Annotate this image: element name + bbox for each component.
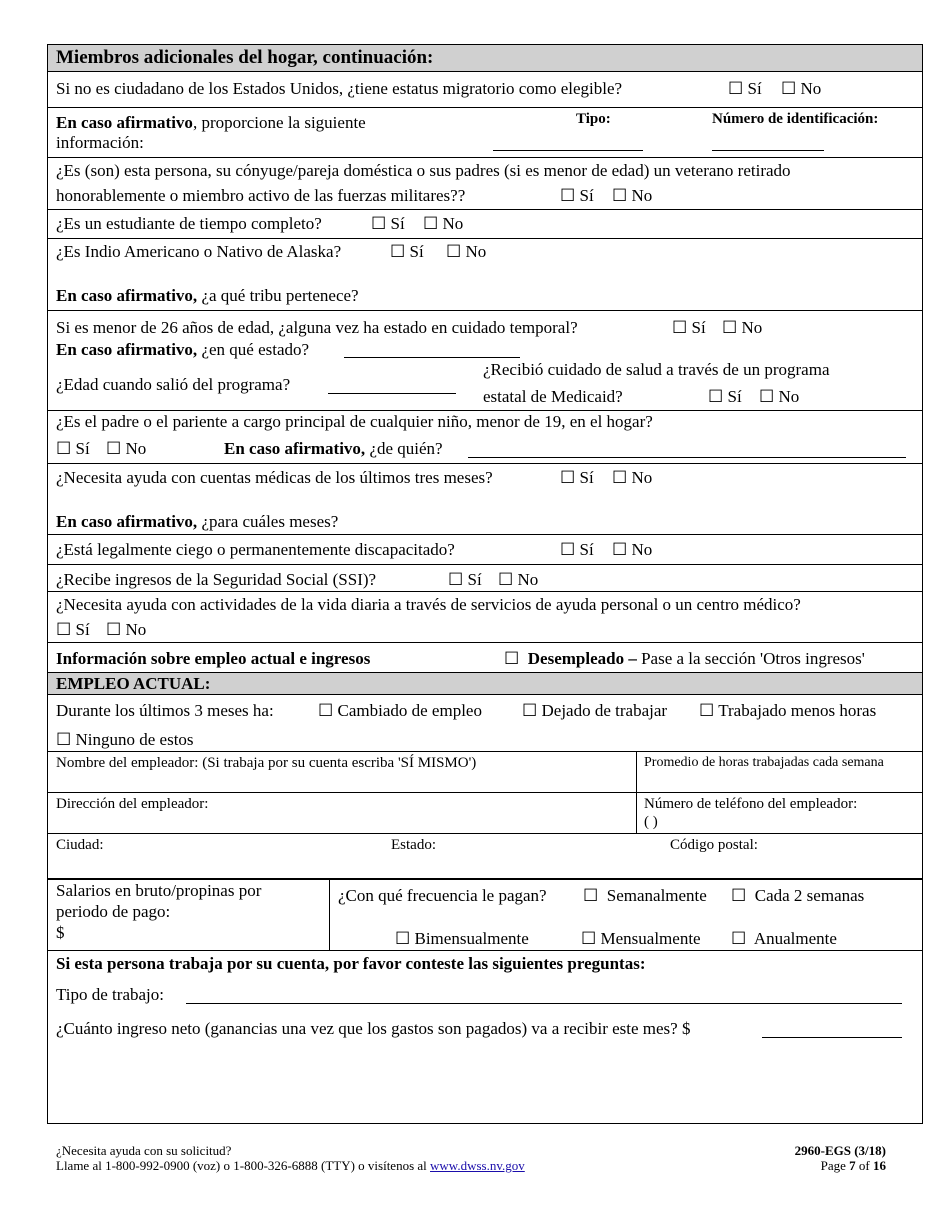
option-label: Trabajado menos horas — [718, 701, 877, 720]
yes-label: Sí — [579, 468, 594, 487]
zip-label: Código postal: — [670, 837, 758, 853]
checkbox[interactable]: ☐ — [395, 929, 411, 948]
checkbox[interactable]: ☐ — [731, 886, 747, 905]
no-label: No — [465, 242, 487, 261]
unemployed-text: Pase a la sección 'Otros ingresos' — [636, 649, 865, 668]
of-word: of — [858, 1158, 870, 1173]
checkbox[interactable]: ☐ — [612, 540, 628, 559]
checkbox[interactable]: ☐ — [522, 701, 538, 720]
employer-phone-label: Número de teléfono del empleador: — [644, 796, 858, 812]
foster-no-option[interactable] — [722, 317, 762, 339]
daily-living-yes-option[interactable] — [56, 619, 90, 641]
no-label: No — [800, 79, 822, 98]
semimonthly-option[interactable] — [395, 928, 529, 950]
native-yes-option[interactable] — [390, 241, 424, 263]
footer-call-text: Llame al 1-800-992-0900 (voz) o 1-800-326-6888 (TTY) o visítenos al — [56, 1158, 427, 1173]
veteran-row — [48, 158, 922, 210]
followup-bold: En caso afirmativo, — [224, 439, 366, 458]
self-employed-title: Si esta persona trabaja por su cuenta, por favor conteste las siguientes preguntas: — [56, 954, 646, 973]
household-form — [47, 44, 923, 1124]
blind-yes-option[interactable] — [560, 539, 594, 561]
no-label: No — [741, 318, 763, 337]
followup-bold: En caso afirmativo, — [56, 512, 198, 531]
phone-format: ( ) — [644, 814, 658, 830]
monthly-option[interactable] — [581, 928, 701, 950]
unemployed-option[interactable] — [504, 648, 865, 670]
foster-yes-option[interactable] — [672, 317, 706, 339]
section-header — [48, 45, 922, 72]
employer-name-label: Nombre del empleador: (Si trabaja por su cuenta escriba 'SÍ MISMO') — [56, 755, 477, 771]
foster-age-input[interactable] — [328, 377, 456, 394]
work-type-label: Tipo de trabajo: — [56, 985, 164, 1004]
medical-bills-yes-option[interactable] — [560, 467, 594, 489]
checkbox[interactable]: ☐ — [728, 79, 744, 98]
daily-living-no-option[interactable] — [106, 619, 146, 641]
followup-text: ¿para cuáles meses? — [197, 512, 339, 531]
checkbox[interactable]: ☐ — [699, 701, 715, 720]
option-label: Cambiado de empleo — [337, 701, 482, 720]
yes-label: Sí — [467, 570, 482, 589]
option-label: Mensualmente — [600, 929, 701, 948]
checkbox[interactable]: ☐ — [560, 186, 576, 205]
immigration-no-option[interactable] — [781, 78, 821, 100]
daily-living-question: ¿Necesita ayuda con actividades de la vida diaria a través de servicios de ayuda personal o un centro médico? — [56, 595, 801, 614]
page-total: 16 — [873, 1158, 886, 1173]
frequency-question: ¿Con qué frecuencia le pagan? — [338, 886, 547, 905]
checkbox[interactable]: ☐ — [371, 214, 387, 233]
no-label: No — [778, 387, 800, 406]
parent-row — [48, 411, 922, 464]
ssi-yes-option[interactable] — [448, 569, 482, 591]
option-label: Bimensualmente — [414, 929, 529, 948]
checkbox[interactable]: ☐ — [446, 242, 462, 261]
followup-text: ¿de quién? — [365, 439, 443, 458]
checkbox[interactable]: ☐ — [318, 701, 334, 720]
checkbox[interactable]: ☐ — [560, 540, 576, 559]
fewer-hours-option[interactable] — [699, 700, 876, 722]
checkbox[interactable]: ☐ — [560, 468, 576, 487]
immigration-details-row — [48, 108, 922, 158]
yes-label: Sí — [747, 79, 762, 98]
changed-job-option[interactable] — [318, 700, 482, 722]
unemployed-bold: Desempleado – — [527, 649, 637, 668]
checkbox[interactable]: ☐ — [106, 620, 122, 639]
current-employment-header — [48, 673, 922, 695]
foster-care-row — [48, 311, 922, 411]
biweekly-option[interactable] — [731, 885, 864, 907]
no-label: No — [125, 620, 147, 639]
medicaid-yes-option[interactable] — [708, 386, 742, 408]
checkbox[interactable]: ☐ — [708, 387, 724, 406]
id-number-label: Número de identificación: — [712, 111, 879, 127]
tipo-label: Tipo: — [576, 111, 611, 127]
native-no-option[interactable] — [446, 241, 486, 263]
foster-question: Si es menor de 26 años de edad, ¿alguna vez ha estado en cuidado temporal? — [56, 318, 578, 337]
foster-age-question: ¿Edad cuando salió del programa? — [56, 375, 291, 394]
student-yes-option[interactable] — [371, 213, 405, 235]
checkbox[interactable]: ☐ — [498, 570, 514, 589]
employer-address-label: Dirección del empleador: — [56, 796, 209, 812]
student-question: ¿Es un estudiante de tiempo completo? — [56, 214, 322, 233]
veteran-no-option[interactable] — [612, 185, 652, 207]
followup-bold: En caso afirmativo, — [56, 340, 198, 359]
parent-no-option[interactable] — [106, 438, 146, 460]
page-indicator — [821, 1158, 886, 1173]
parent-question: ¿Es el padre o el pariente a cargo principal de cualquier niño, menor de 19, en el hogar? — [56, 412, 653, 431]
yes-label: Sí — [727, 387, 742, 406]
medical-bills-row — [48, 464, 922, 535]
no-label: No — [631, 540, 653, 559]
self-employed-row — [48, 951, 922, 1123]
veteran-question-line2: honorablemente o miembro activo de las fuerzas militares?? — [56, 186, 466, 205]
veteran-yes-option[interactable] — [560, 185, 594, 207]
checkbox[interactable]: ☐ — [583, 886, 599, 905]
tribe-question — [56, 285, 359, 307]
medical-bills-no-option[interactable] — [612, 467, 652, 489]
option-label: Ninguno de estos — [75, 730, 194, 749]
daily-living-row — [48, 592, 922, 643]
checkbox[interactable]: ☐ — [612, 468, 628, 487]
wages-label-line2: periodo de pago: — [56, 902, 171, 921]
annually-option[interactable] — [731, 928, 837, 950]
medical-bills-question: ¿Necesita ayuda con cuentas médicas de los últimos tres meses? — [56, 468, 493, 487]
divider — [636, 752, 637, 792]
option-label: Semanalmente — [606, 886, 707, 905]
last-3-months-row — [48, 695, 922, 752]
hours-label: Promedio de horas trabajadas cada semana — [644, 755, 884, 770]
followup-text: ¿en qué estado? — [197, 340, 310, 359]
divider — [636, 793, 637, 833]
employer-address-row[interactable] — [48, 793, 922, 834]
yes-label: Sí — [579, 540, 594, 559]
yes-label: Sí — [75, 620, 90, 639]
native-question: ¿Es Indio Americano o Nativo de Alaska? — [56, 242, 342, 261]
checkbox[interactable]: ☐ — [722, 318, 738, 337]
checkbox[interactable]: ☐ — [56, 730, 72, 749]
blind-row — [48, 535, 922, 565]
checkbox[interactable]: ☐ — [612, 186, 628, 205]
form-id: 2960-EGS (3/18) — [794, 1143, 886, 1158]
checkbox[interactable]: ☐ — [390, 242, 406, 261]
checkbox[interactable]: ☐ — [56, 439, 72, 458]
no-label: No — [631, 186, 653, 205]
yes-label: Sí — [409, 242, 424, 261]
footer-contact — [56, 1158, 525, 1173]
ssi-row — [48, 565, 922, 592]
checkbox[interactable]: ☐ — [672, 318, 688, 337]
no-label: No — [517, 570, 539, 589]
yes-label: Sí — [691, 318, 706, 337]
medical-months-question — [56, 511, 338, 533]
yes-label: Sí — [75, 439, 90, 458]
page-number: 7 — [849, 1158, 856, 1173]
no-label: No — [442, 214, 464, 233]
divider — [329, 880, 330, 950]
option-label: Anualmente — [753, 929, 837, 948]
medicaid-no-option[interactable] — [759, 386, 799, 408]
ssi-question: ¿Recibe ingresos de la Seguridad Social (SSI)? — [56, 570, 377, 589]
foster-state-question — [56, 339, 309, 361]
employer-name-row[interactable] — [48, 752, 922, 793]
student-row — [48, 210, 922, 239]
wages-label-line1: Salarios en bruto/propinas por — [56, 881, 262, 900]
parent-whom-question — [224, 438, 443, 460]
if-yes-bold: En caso afirmativo — [56, 113, 193, 132]
option-label: Dejado de trabajar — [541, 701, 668, 720]
parent-whom-input[interactable] — [468, 441, 906, 458]
city-label: Ciudad: — [56, 837, 104, 853]
checkbox[interactable]: ☐ — [731, 929, 747, 948]
none-option[interactable] — [56, 729, 194, 751]
if-yes-line2: información: — [56, 133, 144, 152]
yes-label: Sí — [390, 214, 405, 233]
foster-state-input[interactable] — [344, 341, 520, 358]
wages-row — [48, 879, 922, 951]
ssi-no-option[interactable] — [498, 569, 538, 591]
last-3-months-label: Durante los últimos 3 meses ha: — [56, 701, 274, 720]
if-yes-text: , proporcione la siguiente — [192, 113, 366, 132]
id-number-input[interactable] — [712, 134, 824, 151]
checkbox[interactable]: ☐ — [448, 570, 464, 589]
checkbox[interactable]: ☐ — [759, 387, 775, 406]
section-title: Miembros adicionales del hogar, continuación: — [56, 47, 434, 68]
yes-label: Sí — [579, 186, 594, 205]
checkbox[interactable]: ☐ — [504, 649, 520, 668]
checkbox[interactable]: ☐ — [423, 214, 439, 233]
checkbox[interactable]: ☐ — [581, 929, 597, 948]
student-no-option[interactable] — [423, 213, 463, 235]
work-type-input[interactable] — [186, 987, 902, 1004]
medicaid-question-line1: ¿Recibió cuidado de salud a través de un programa — [483, 360, 830, 379]
footer-help-text: ¿Necesita ayuda con su solicitud? — [56, 1143, 232, 1158]
immigration-question: Si no es ciudadano de los Estados Unidos, ¿tiene estatus migratorio como elegible? — [56, 79, 623, 98]
checkbox[interactable]: ☐ — [781, 79, 797, 98]
parent-yes-option[interactable] — [56, 438, 90, 460]
weekly-option[interactable] — [583, 885, 707, 907]
net-income-question: ¿Cuánto ingreso neto (ganancias una vez que los gastos son pagados) va a recibir este mes? $ — [56, 1019, 691, 1038]
footer-website-link[interactable]: www.dwss.nv.gov — [430, 1158, 525, 1173]
followup-bold: En caso afirmativo, — [56, 286, 198, 305]
option-label: Cada 2 semanas — [754, 886, 865, 905]
city-state-zip-row[interactable] — [48, 834, 922, 879]
immigration-yes-option[interactable] — [728, 78, 762, 100]
veteran-question-line1: ¿Es (son) esta persona, su cónyuge/pareja doméstica o sus padres (si es menor de edad) un veterano retirado — [56, 161, 791, 180]
wages-dollar[interactable]: $ — [56, 923, 65, 942]
immigration-row — [48, 72, 922, 108]
checkbox[interactable]: ☐ — [106, 439, 122, 458]
tipo-input[interactable] — [493, 134, 643, 151]
checkbox[interactable]: ☐ — [56, 620, 72, 639]
state-label: Estado: — [391, 837, 436, 853]
employment-info-row — [48, 643, 922, 673]
native-row — [48, 239, 922, 311]
stopped-working-option[interactable] — [522, 700, 667, 722]
followup-text: ¿a qué tribu pertenece? — [197, 286, 359, 305]
blind-question: ¿Está legalmente ciego o permanentemente discapacitado? — [56, 540, 455, 559]
page-word: Page — [820, 1158, 846, 1173]
net-income-input[interactable] — [762, 1021, 902, 1038]
no-label: No — [631, 468, 653, 487]
current-employment-title: EMPLEO ACTUAL: — [56, 674, 211, 693]
no-label: No — [125, 439, 147, 458]
blind-no-option[interactable] — [612, 539, 652, 561]
employment-info-title: Información sobre empleo actual e ingresos — [56, 649, 371, 668]
if-yes-line1 — [56, 112, 366, 134]
medicaid-question-line2: estatal de Medicaid? — [483, 387, 623, 406]
